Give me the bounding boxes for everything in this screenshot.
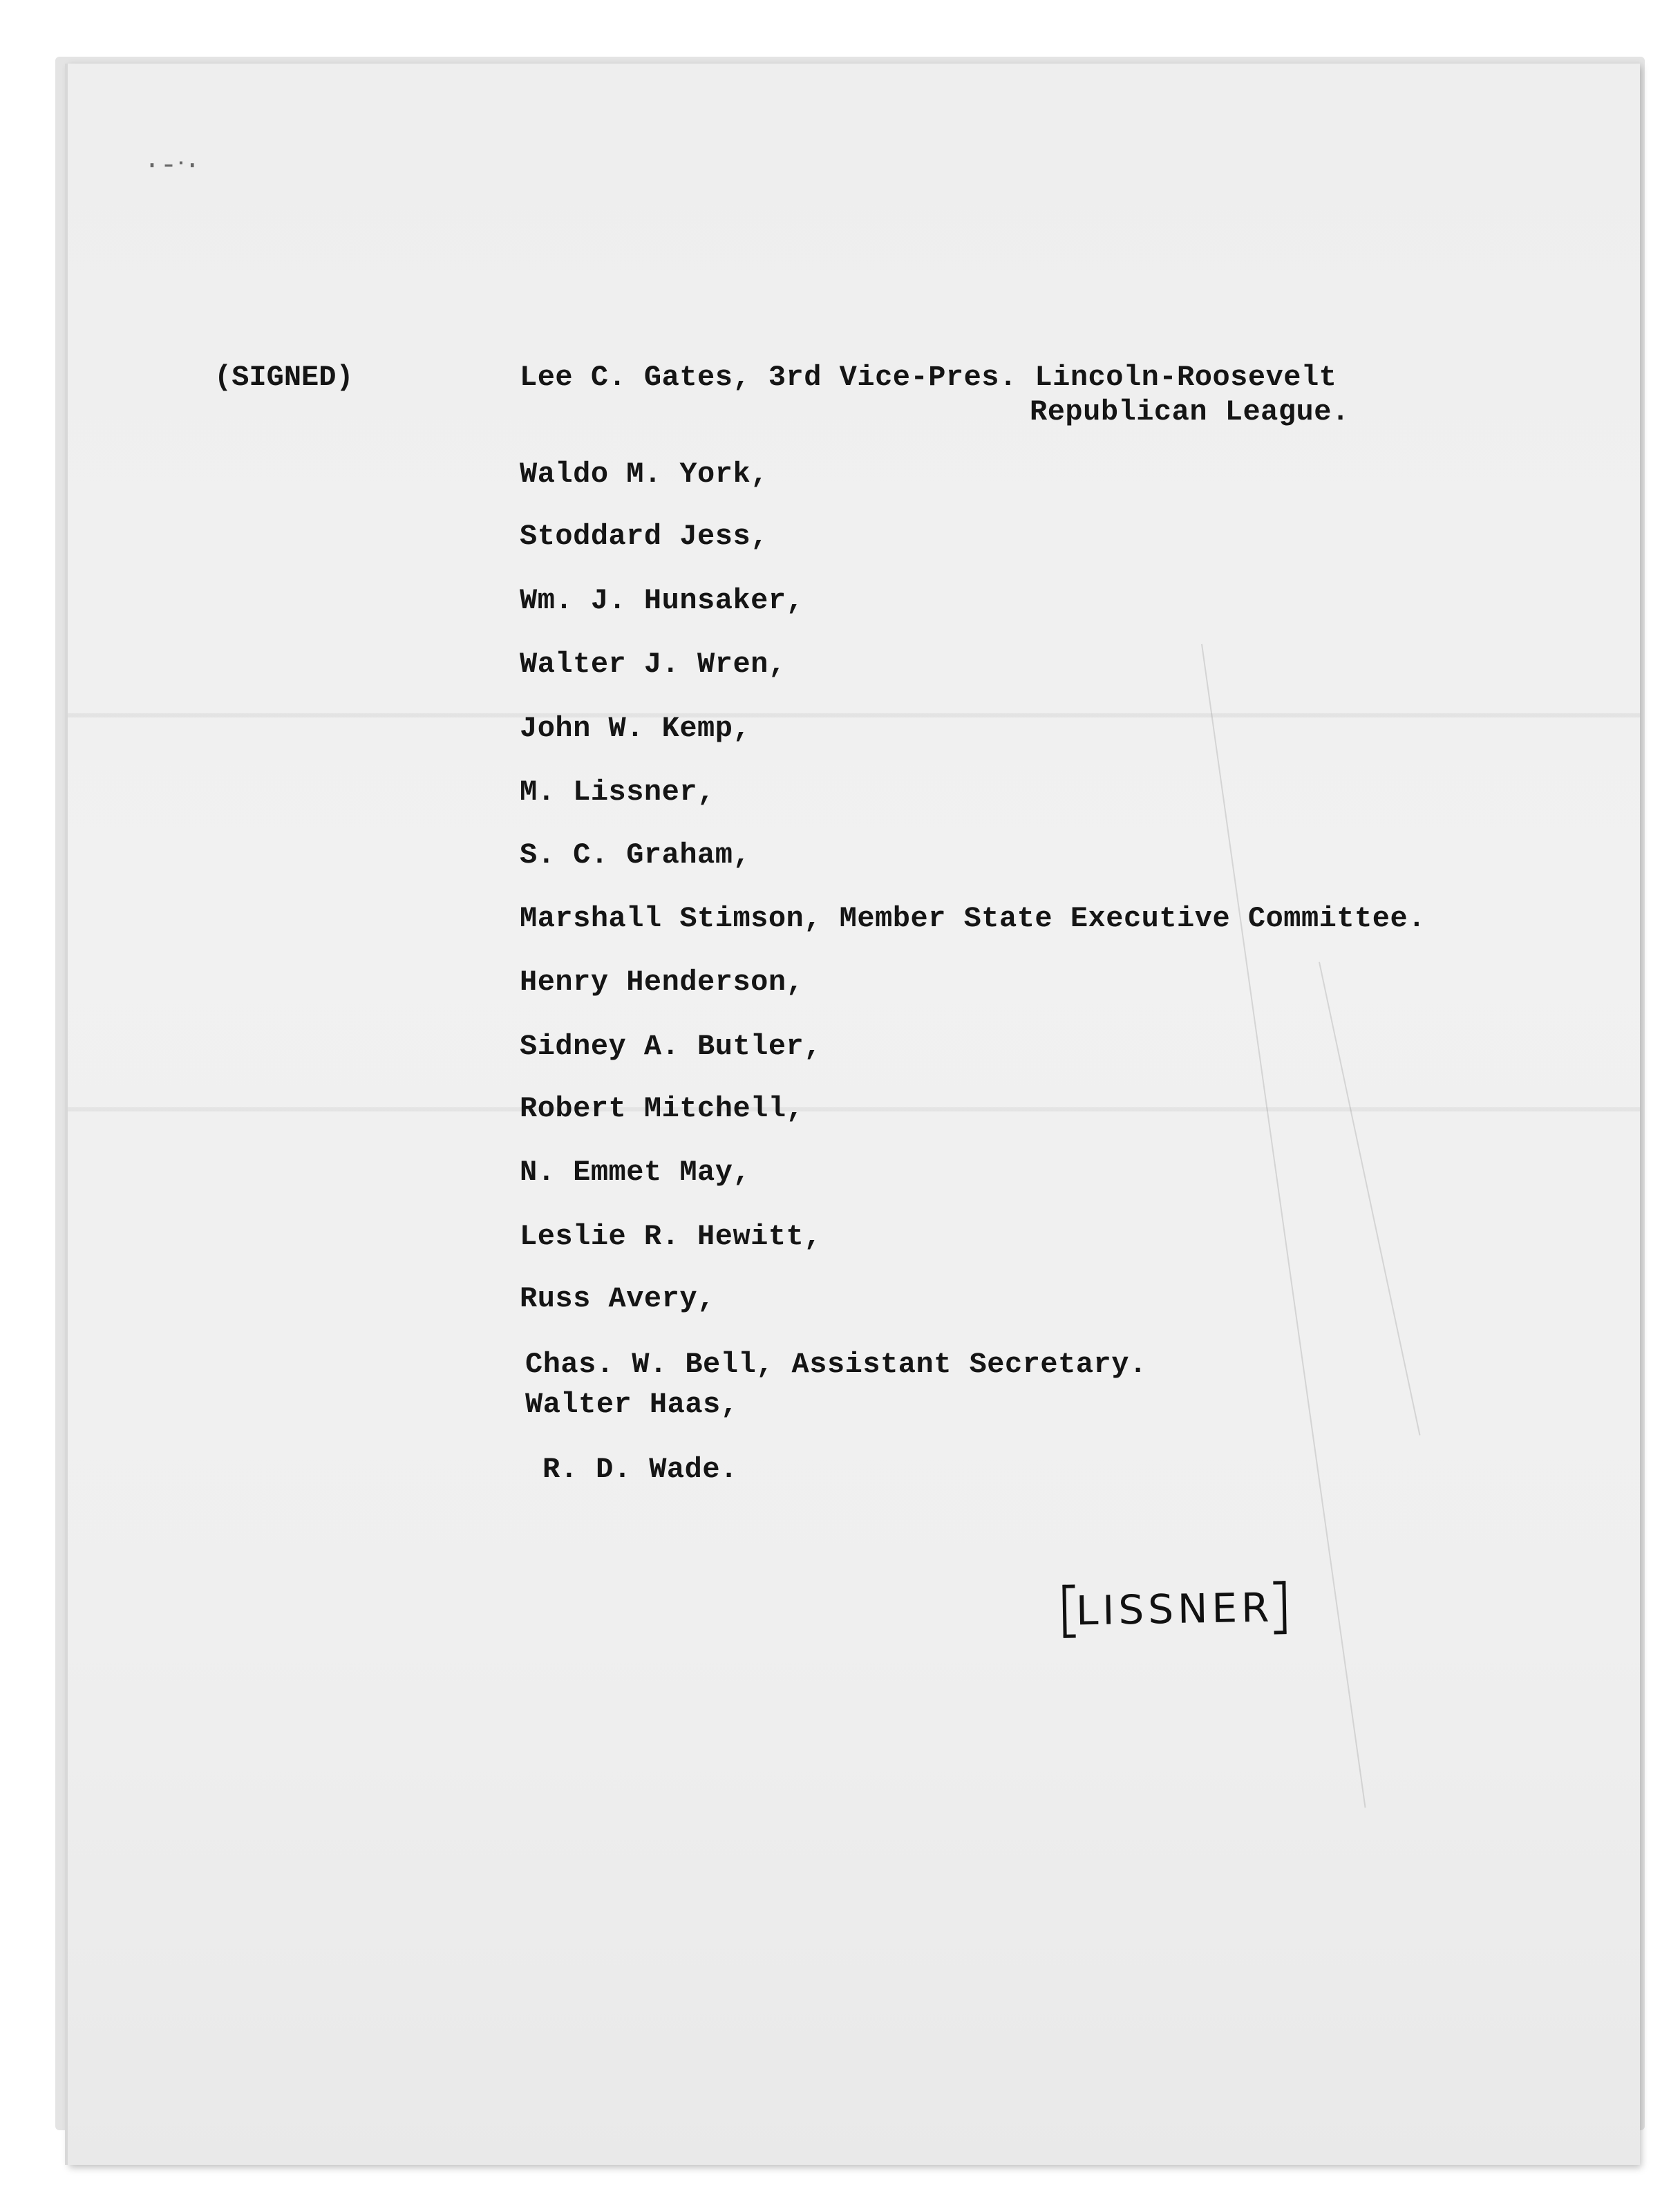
signatory-line: Sidney A. Butler, — [520, 1030, 822, 1063]
signatory-line: Lee C. Gates, 3rd Vice-Pres. Lincoln-Roosevelt — [520, 361, 1337, 394]
signatory-line: Russ Avery, — [520, 1282, 715, 1315]
signatory-line: Waldo M. York, — [520, 458, 768, 491]
signatory-line: Chas. W. Bell, Assistant Secretary. — [525, 1348, 1147, 1381]
signatory-line: N. Emmet May, — [520, 1156, 751, 1189]
signatory-line: Wm. J. Hunsaker, — [520, 584, 804, 617]
signatory-line: Robert Mitchell, — [520, 1092, 804, 1125]
signatory-line: R. D. Wade. — [542, 1453, 738, 1486]
signatory-line: S. C. Graham, — [520, 838, 751, 872]
fold-line — [68, 713, 1640, 717]
signatory-line: Walter J. Wren, — [520, 648, 786, 681]
signed-label: (SIGNED) — [214, 361, 354, 394]
signatory-line: Leslie R. Hewitt, — [520, 1220, 822, 1253]
signatory-line: Henry Henderson, — [520, 966, 804, 999]
signatory-line: Walter Haas, — [525, 1388, 739, 1421]
signatory-line: John W. Kemp, — [520, 712, 751, 745]
signatory-line: Marshall Stimson, Member State Executive Committee. — [520, 902, 1426, 935]
handwritten-label: LISSNER — [1062, 1581, 1287, 1637]
paper-crease — [1319, 962, 1420, 1436]
fold-line — [68, 1107, 1640, 1111]
signatory-line: M. Lissner, — [520, 776, 715, 809]
stray-mark: ·‑ᐧ· — [144, 151, 201, 182]
signatory-line: Republican League. — [1030, 395, 1350, 429]
signatory-line: Stoddard Jess, — [520, 520, 768, 553]
